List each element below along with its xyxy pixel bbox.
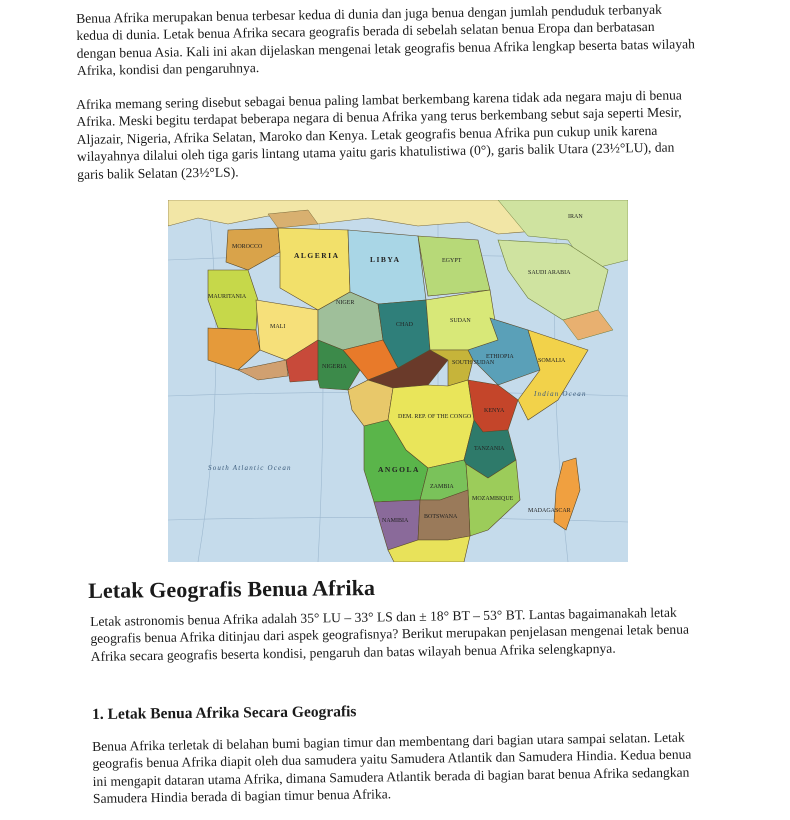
- africa-political-map: [168, 200, 628, 562]
- section1-heading: 1. Letak Benua Afrika Secara Geografis: [92, 703, 357, 723]
- map-label-egypt: EGYPT: [442, 258, 462, 264]
- map-label-algeria: ALGERIA: [294, 251, 340, 260]
- map-label-ethiopia: ETHIOPIA: [486, 354, 514, 360]
- map-label-sudan: SUDAN: [450, 318, 471, 324]
- map-label-tanzania: TANZANIA: [474, 446, 505, 452]
- map-label-madagascar: MADAGASCAR: [528, 508, 571, 514]
- map-label-indian-ocean: Indian Ocean: [534, 390, 587, 398]
- map-label-south-atlantic: South Atlantic Ocean: [208, 464, 292, 472]
- map-label-chad: CHAD: [396, 322, 414, 328]
- map-label-botswana: BOTSWANA: [424, 514, 458, 520]
- map-label-zambia: ZAMBIA: [430, 484, 454, 490]
- second-paragraph: Afrika memang sering disebut sebagai benua paling lambat berkembang karena tidak ada negara maju di benua Afrika. Meski begitu terdapat beberapa negara di benua Afrika yang terus berkembang sebut saja seperti Mesir, Aljazair, Nigeria, Afrika Selatan, Maroko dan Kenya. Letak geografis benua Afrika pun cukup unik karena wilayahnya dilalui oleh tiga garis lintang utama yaitu garis khatulistiwa (0°), garis balik Utara (23½°LU), dan garis balik Selatan (23½°LS).: [76, 87, 683, 182]
- map-label-mali: MALI: [270, 324, 286, 330]
- astronomis-paragraph: Letak astronomis benua Afrika adalah 35° LU – 33° LS dan ± 18° BT – 53° BT. Lantas bagaimanakah letak geografis benua Afrika ditinjau dari aspek geografisnya? Berikut merupakan penjelasan mengenai letak benua Afrika secara geografis beserta kondisi, pengaruh dan batas wilayah benua Afrika selengkapnya.: [90, 604, 690, 664]
- map-label-south-sudan: SOUTH SUDAN: [452, 360, 495, 366]
- map-label-iran: IRAN: [568, 214, 583, 220]
- map-label-mauritania: MAURITANIA: [208, 294, 247, 300]
- map-label-somalia: SOMALIA: [538, 358, 566, 364]
- map-label-libya: LIBYA: [370, 255, 401, 264]
- map-label-drc: DEM. REP. OF THE CONGO: [398, 414, 472, 420]
- main-heading: Letak Geografis Benua Afrika: [88, 574, 376, 603]
- africa-map-svg: [168, 200, 628, 562]
- map-label-mozambique: MOZAMBIQUE: [472, 496, 514, 502]
- intro-paragraph: Benua Afrika merupakan benua terbesar kedua di dunia dan juga benua dengan jumlah penduduk terbanyak kedua di dunia. Letak benua Afrika secara geografis berada di sebelah selatan benua Eropa dan berbatasan dengan benua Asia. Kali ini akan dijelaskan mengenai letak geografis benua Afrika lengkap beserta batas wilayah Afrika, kondisi dan pengaruhnya.: [76, 1, 696, 79]
- map-label-namibia: NAMIBIA: [382, 518, 409, 524]
- map-label-niger: NIGER: [336, 300, 355, 306]
- map-label-morocco: MOROCCO: [232, 244, 263, 250]
- map-label-kenya: KENYA: [484, 408, 505, 414]
- map-label-saudi-arabia: SAUDI ARABIA: [528, 270, 571, 276]
- map-label-angola: ANGOLA: [378, 465, 420, 474]
- section1-paragraph: Benua Afrika terletak di belahan bumi bagian timur dan membentang dari bagian utara sampai selatan. Letak geografis benua Afrika diapit oleh dua samudera yaitu Samudera Atlantik dan Samudera Hindia. Kedua benua ini mengapit dataran utama Afrika, dimana Samudera Atlantik berada di bagian barat benua Afrika sedangkan Samudera Hindia berada di bagian timur benua Afrika.: [92, 729, 692, 807]
- map-label-nigeria: NIGERIA: [322, 364, 347, 370]
